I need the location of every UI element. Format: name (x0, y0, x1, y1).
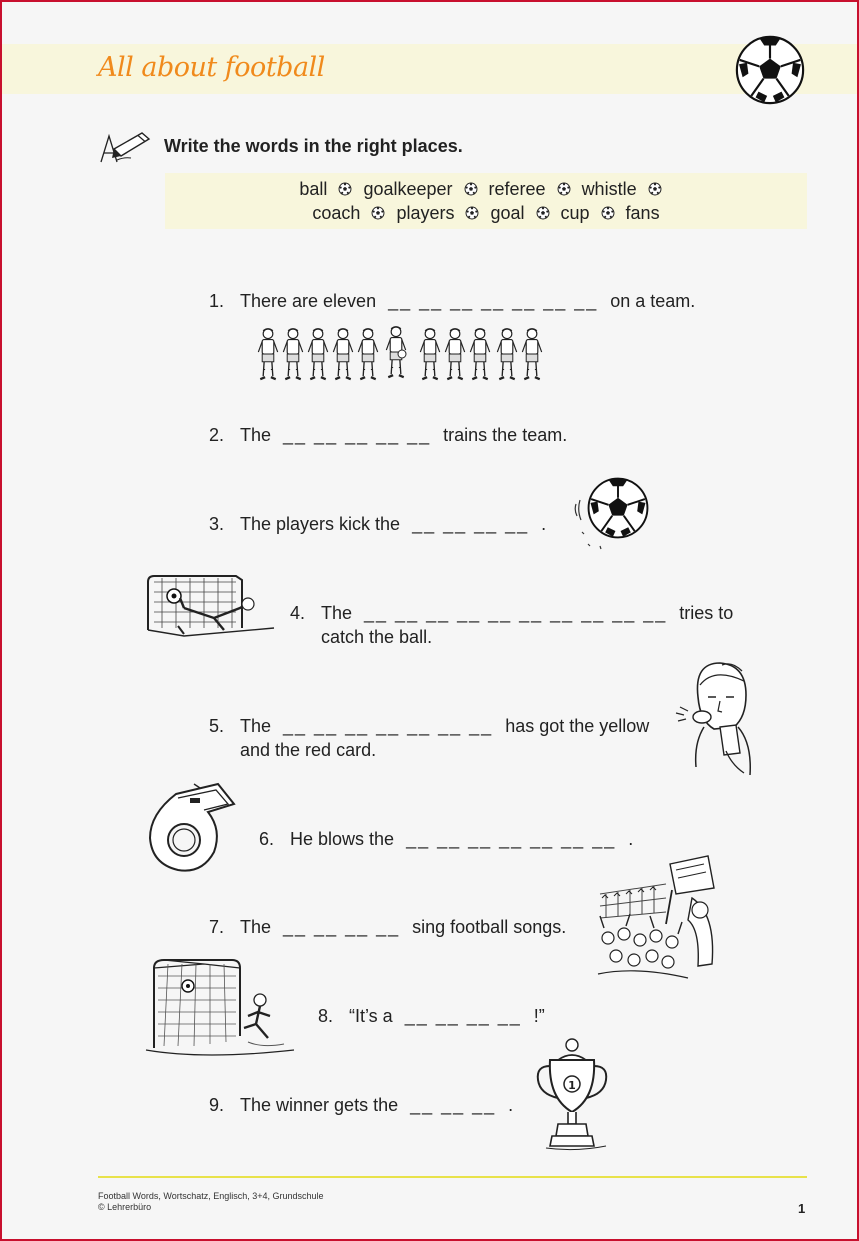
answer-blank[interactable]: __ __ __ __ (412, 514, 530, 534)
goal-illustration (144, 956, 300, 1060)
word-players: players (396, 203, 455, 223)
word-goalkeeper: goalkeeper (363, 179, 453, 199)
soccer-ball-icon (464, 182, 478, 196)
question-number: 5. (209, 716, 225, 736)
soccer-ball-icon (574, 472, 656, 552)
word-fans: fans (625, 203, 660, 223)
question-number: 7. (209, 917, 225, 937)
page-number: 1 (798, 1201, 806, 1216)
question-5-line-2: and the red card. (240, 740, 377, 760)
footer-credits (98, 1191, 324, 1213)
question-number: 3. (209, 514, 225, 534)
question-1 (209, 290, 695, 313)
question-text: The winner gets the (240, 1095, 399, 1115)
trophy-icon (532, 1036, 612, 1154)
word-cup: cup (560, 203, 590, 223)
question-4-line-2: catch the ball. (321, 627, 433, 647)
soccer-ball-icon (734, 34, 806, 106)
pencil-icon (98, 129, 152, 165)
soccer-ball-icon (338, 182, 352, 196)
question-text: He blows the (290, 829, 395, 849)
question-text-end: tries to (679, 603, 734, 623)
whistle-icon (144, 782, 240, 876)
question-5 (209, 715, 649, 738)
team-players-illustration (254, 326, 546, 386)
question-text: The (240, 716, 272, 736)
question-text-end: sing football songs. (412, 917, 567, 937)
question-text: “It’s a (349, 1006, 393, 1026)
question-9 (209, 1094, 513, 1117)
instruction-text: Write the words in the right places. (164, 136, 463, 156)
question-number: 4. (290, 603, 306, 623)
soccer-ball-icon (536, 206, 550, 220)
footer-copyright: © Lehrerbüro (98, 1202, 152, 1212)
question-text-end: . (628, 829, 634, 849)
word-bank-row-1 (165, 179, 807, 200)
word-goal: goal (490, 203, 525, 223)
word-whistle: whistle (581, 179, 637, 199)
answer-blank[interactable]: __ __ __ __ (283, 917, 401, 937)
word-bank-row-2 (165, 203, 807, 224)
question-text-end: trains the team. (443, 425, 568, 445)
question-3 (209, 513, 546, 536)
question-text: There are eleven (240, 291, 377, 311)
referee-illustration (674, 657, 754, 779)
answer-blank[interactable]: __ __ __ __ __ __ __ (406, 829, 617, 849)
question-text: The players kick the (240, 514, 401, 534)
answer-blank[interactable]: __ __ __ __ __ (283, 425, 432, 445)
word-coach: coach (312, 203, 361, 223)
soccer-ball-icon (557, 182, 571, 196)
question-number: 8. (318, 1006, 334, 1026)
question-text-end: . (508, 1095, 514, 1115)
question-text-end: on a team. (610, 291, 696, 311)
footer-divider (98, 1176, 807, 1178)
question-text: The (240, 425, 272, 445)
question-4 (290, 602, 733, 625)
answer-blank[interactable]: __ __ __ __ (404, 1006, 522, 1026)
question-8 (318, 1005, 545, 1028)
question-7 (209, 916, 566, 939)
fans-illustration (596, 854, 720, 984)
question-2 (209, 424, 567, 447)
question-text-end: has got the yellow (505, 716, 650, 736)
question-number: 9. (209, 1095, 225, 1115)
answer-blank[interactable]: __ __ __ __ __ __ __ __ __ __ (364, 603, 668, 623)
word-bank (165, 173, 807, 229)
question-text-end: . (541, 514, 547, 534)
word-ball: ball (299, 179, 328, 199)
soccer-ball-icon (601, 206, 615, 220)
page-title: All about football (98, 52, 325, 83)
question-text-end: !” (533, 1006, 545, 1026)
answer-blank[interactable]: __ __ __ __ __ __ __ (283, 716, 494, 736)
soccer-ball-icon (648, 182, 662, 196)
footer-source: Football Words, Wortschatz, Englisch, 3+4, Grundschule (98, 1191, 324, 1201)
question-6 (259, 828, 633, 851)
question-text: The (321, 603, 353, 623)
goalkeeper-illustration (144, 568, 278, 642)
soccer-ball-icon (371, 206, 385, 220)
question-text: The (240, 917, 272, 937)
answer-blank[interactable]: __ __ __ (410, 1095, 497, 1115)
soccer-ball-icon (465, 206, 479, 220)
question-number: 1. (209, 291, 225, 311)
svg-text:1: 1 (568, 1079, 576, 1092)
question-number: 2. (209, 425, 225, 445)
question-number: 6. (259, 829, 275, 849)
word-referee: referee (488, 179, 546, 199)
answer-blank[interactable]: __ __ __ __ __ __ __ (388, 291, 599, 311)
